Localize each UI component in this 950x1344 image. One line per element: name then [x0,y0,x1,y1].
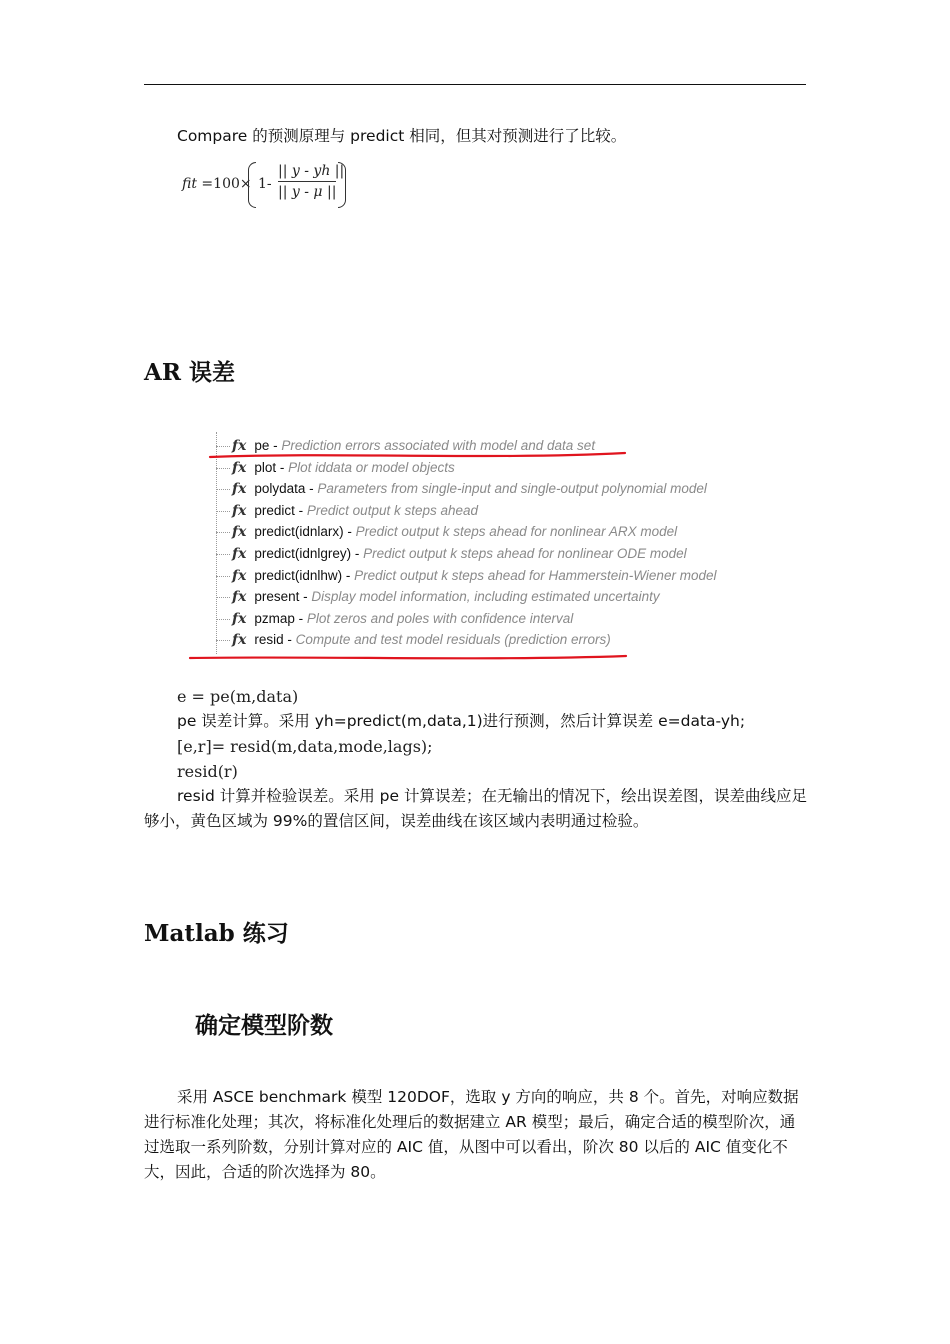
function-description: Parameters from single-input and single-output polynomial model [317,481,707,497]
paragraph-pe: pe 误差计算。采用 yh=predict(m,data,1)进行预测，然后计算误差 e=data-yh; [177,712,746,730]
tree-connector [216,597,230,598]
paragraph-resid: resid 计算并检验误差。采用 pe 计算误差；在无输出的情况下，绘出误差图，误差曲线应足够小，黄色区域为 99%的置信区间，误差曲线在该区域内表明通过检验。 [144,787,807,830]
function-separator: - [342,567,355,583]
function-item[interactable] [216,438,595,459]
fx-function-icon: fx [232,524,247,541]
tree-connector [216,511,230,512]
function-name[interactable]: polydata [254,481,306,497]
formula-fraction [278,163,345,200]
function-item[interactable] [216,632,611,653]
function-name[interactable]: predict(idnlarx) [254,524,344,540]
function-description: Predict output k steps ahead for nonlinear ODE model [363,546,687,561]
function-item[interactable] [216,611,573,632]
heading-ar-error: AR 误差 [144,359,235,386]
function-separator: - [294,610,307,626]
function-separator: - [269,438,282,453]
fx-function-icon: fx [232,502,247,519]
code-pe-call: e = pe(m,data) [177,687,299,706]
red-underline-resid [190,656,626,658]
formula-equals: = [201,176,214,192]
fx-function-icon: fx [232,632,247,649]
function-description: Compute and test model residuals (prediction errors) [295,632,611,648]
function-item[interactable] [216,481,707,502]
heading-model-order: 确定模型阶数 [195,1012,333,1039]
function-item[interactable] [216,546,687,567]
function-description: Display model information, including estimated uncertainty [311,589,660,605]
tree-connector [216,532,230,533]
function-item[interactable] [216,589,660,610]
paragraph-compare: Compare 的预测原理与 predict 相同，但其对预测进行了比较。 [177,127,627,145]
function-item[interactable] [216,503,478,524]
formula-denominator: || y - μ || [278,184,337,200]
fx-function-icon: fx [232,567,247,584]
function-description: Predict output k steps ahead for Hammerstein-Wiener model [354,567,717,583]
formula-left-paren [248,162,256,208]
function-description: Plot iddata or model objects [288,459,455,475]
paragraph-model-order: 采用 ASCE benchmark 模型 120DOF，选取 y 方向的响应，共 8 个。首先，对响应数据进行标准化处理；其次，将标准化处理后的数据建立 AR 模型；最后，确定合适的模型阶次，通过选取一系列阶数，分别计算对应的 AIC 值，从图中可以看出，阶次 80 以后的 AIC 值变化不大，因此，合适的阶次选择为 80。 [144,1088,799,1181]
fx-function-icon: fx [232,610,247,627]
function-name[interactable]: pzmap [254,610,295,626]
heading-matlab-practice: Matlab 练习 [144,920,289,947]
formula-one-minus: 1- [258,176,272,192]
fx-function-icon: fx [232,438,247,454]
function-separator: - [351,546,364,561]
function-item[interactable] [216,460,455,481]
function-separator: - [283,632,296,648]
fx-function-icon: fx [232,459,247,476]
code-resid-call: [e,r]= resid(m,data,mode,lags); [177,737,433,756]
function-name[interactable]: predict(idnlhw) [254,567,343,583]
function-separator: - [276,459,289,475]
header-rule [144,84,806,85]
tree-connector [216,619,230,620]
function-list-screenshot [188,432,768,664]
function-description: Prediction errors associated with model and data set [281,438,596,453]
function-name[interactable]: pe [254,438,270,453]
formula-lhs [182,176,252,192]
code-resid-plot: resid(r) [177,762,238,781]
function-item[interactable] [216,568,716,589]
formula-fit: fit [182,176,197,192]
fx-function-icon: fx [232,546,247,562]
function-separator: - [305,481,318,497]
function-name[interactable]: predict(idnlgrey) [254,546,352,561]
function-separator: - [299,589,312,605]
formula-right-paren [338,162,346,208]
function-description: Plot zeros and poles with confidence interval [306,610,574,626]
tree-connector [216,554,230,555]
function-item[interactable] [216,524,677,545]
function-name[interactable]: resid [254,632,284,648]
formula-coef: 100× [213,176,252,192]
tree-connector [216,446,230,447]
function-separator: - [343,524,356,540]
fx-function-icon: fx [232,481,247,498]
fx-function-icon: fx [232,589,247,606]
tree-connector [216,640,230,641]
function-separator: - [294,502,307,518]
tree-connector [216,489,230,490]
function-name[interactable]: plot [254,459,277,475]
formula-numerator: || y - yh || [278,163,336,182]
function-description: Predict output k steps ahead [306,502,479,518]
tree-connector [216,576,230,577]
function-name[interactable]: predict [254,502,295,518]
tree-connector [216,468,230,469]
function-description: Predict output k steps ahead for nonlinear ARX model [355,524,678,540]
function-name[interactable]: present [254,589,300,605]
